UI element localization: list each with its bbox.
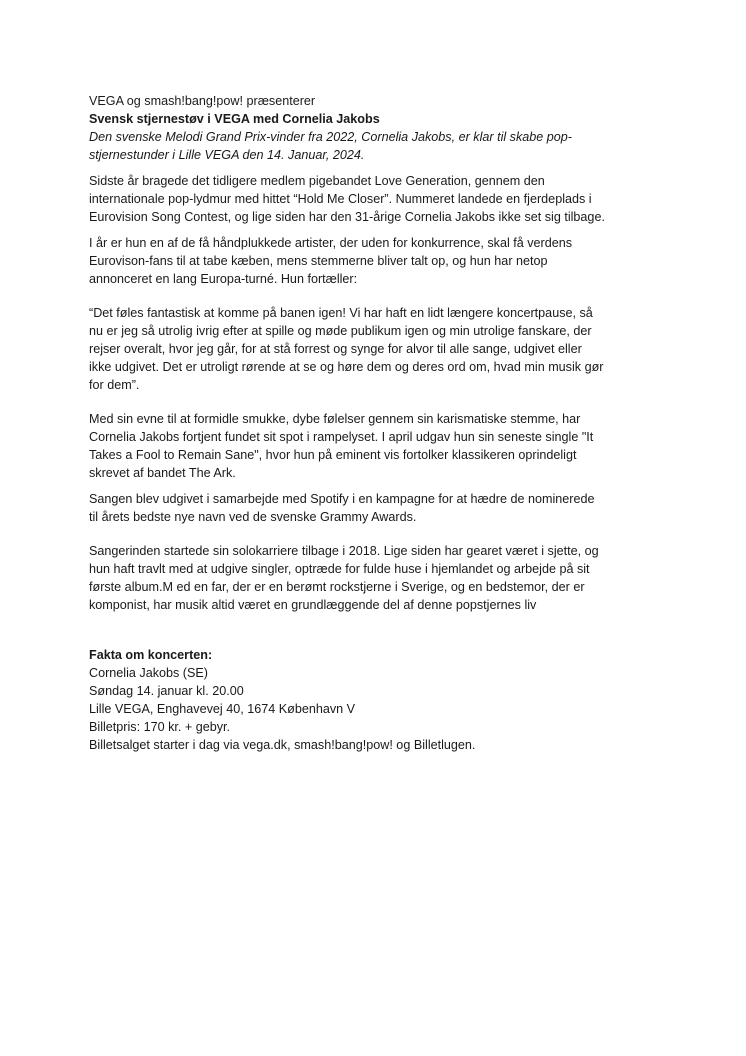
- subheading: [89, 128, 659, 164]
- paragraph-line: Sidste år bragede det tidligere medlem pigebandet Love Generation, gennem den: [89, 174, 545, 188]
- paragraph-line: nu er jeg så utrolig ivrig efter at spille og møde publikum igen og min utrolige fanskare, der: [89, 324, 592, 338]
- paragraph-quote: [89, 304, 659, 394]
- paragraph-line: hun haft travlt med at udgive singler, optræde for fulde huse i hjemlandet og arbejde på sit: [89, 562, 590, 576]
- paragraph-line: Eurovision Song Contest, og lige siden har den 31-årige Cornelia Jakobs ikke set sig tilbage.: [89, 210, 605, 224]
- paragraph-line: komponist, har musik altid været en grundlæggende del af denne popstjernes liv: [89, 598, 537, 612]
- headline: Svensk stjernestøv i VEGA med Cornelia Jakobs: [89, 112, 380, 126]
- paragraph-line: Sangerinden startede sin solokarriere tilbage i 2018. Lige siden har gearet været i sjette, og: [89, 544, 599, 558]
- facts-heading: Fakta om koncerten:: [89, 648, 213, 662]
- paragraph-line: “Det føles fantastisk at komme på banen igen! Vi har haft en lidt længere koncertpause, så: [89, 306, 593, 320]
- paragraph-line: internationale pop-lydmur med hittet “Hold Me Closer”. Nummeret landede en fjerdeplads i: [89, 192, 592, 206]
- paragraph-line: Cornelia Jakobs fortjent fundet sit spot i rampelyset. I april udgav hun sin seneste single "It: [89, 430, 594, 444]
- facts-section: [89, 646, 659, 754]
- paragraph-line: skrevet af bandet The Ark.: [89, 466, 236, 480]
- subheading-line: Den svenske Melodi Grand Prix-vinder fra 2022, Cornelia Jakobs, er klar til skabe pop-: [89, 130, 572, 144]
- paragraph-line: I år er hun en af de få håndplukkede artister, der uden for konkurrence, skal få verdens: [89, 236, 573, 250]
- paragraph-eurovision: [89, 234, 659, 288]
- facts-line: Søndag 14. januar kl. 20.00: [89, 684, 244, 698]
- facts-line: Lille VEGA, Enghavevej 40, 1674 København V: [89, 702, 356, 716]
- subheading-line: stjernestunder i Lille VEGA den 14. Januar, 2024.: [89, 148, 365, 162]
- facts-line: Billetpris: 170 kr. + gebyr.: [89, 720, 231, 734]
- paragraph-line: første album.M ed en far, der er en berømt rockstjerne i Sverige, og en bedstemor, der er: [89, 580, 585, 594]
- paragraph-spotify: [89, 490, 659, 526]
- facts-line: Billetsalget starter i dag via vega.dk, smash!bang!pow! og Billetlugen.: [89, 738, 476, 752]
- paragraph-career: [89, 542, 659, 614]
- paragraph-line: Med sin evne til at formidle smukke, dybe følelser gennem sin karismatiske stemme, har: [89, 412, 581, 426]
- paragraph-line: for dem”.: [89, 378, 140, 392]
- paragraph-intro: [89, 172, 659, 226]
- paragraph-line: annonceret en lang Europa-turné. Hun fortæller:: [89, 272, 358, 286]
- paragraph-line: til årets bedste nye navn ved de svenske Grammy Awards.: [89, 510, 417, 524]
- paragraph-line: ikke udgivet. Det er utroligt rørende at se og høre dem og deres ord om, hvad min musik gør: [89, 360, 604, 374]
- paragraph-single: [89, 410, 659, 482]
- document-page: [89, 92, 659, 754]
- paragraph-line: Eurovison-fans til at tabe kæben, mens stemmerne bliver talt op, og hun har netop: [89, 254, 548, 268]
- paragraph-line: Takes a Fool to Remain Sane", hvor hun på eminent vis fortolker klassikeren oprindeligt: [89, 448, 577, 462]
- paragraph-line: rejser overalt, hvor jeg går, for at stå forrest og synge for alvor til alle sange, udgivet eller: [89, 342, 582, 356]
- paragraph-line: Sangen blev udgivet i samarbejde med Spotify i en kampagne for at hædre de nominerede: [89, 492, 595, 506]
- presenter-line: VEGA og smash!bang!pow! præsenterer: [89, 94, 316, 108]
- facts-line: Cornelia Jakobs (SE): [89, 666, 208, 680]
